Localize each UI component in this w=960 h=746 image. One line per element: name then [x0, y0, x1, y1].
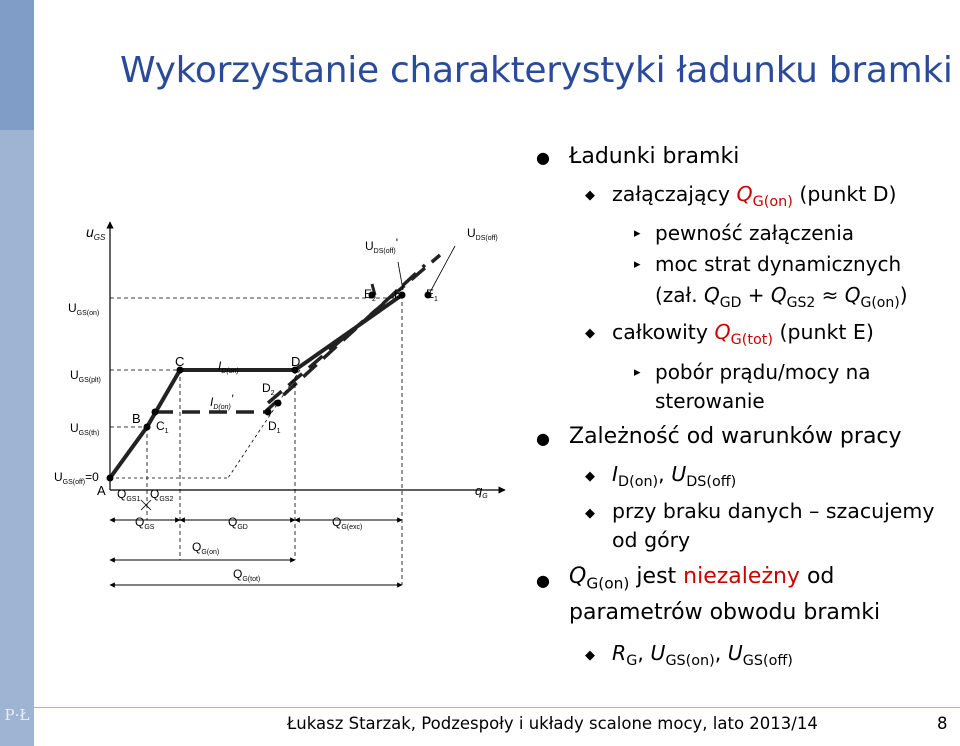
label-A: A: [97, 483, 106, 498]
point-A: [107, 475, 114, 482]
bullet-power-draw-1: pobór prądu/mocy na: [655, 360, 871, 384]
label-ugsoff: $U_{GS(off)}=0$: [54, 470, 99, 486]
label-qgs1: $Q_{GS1}$: [117, 487, 141, 503]
label-ugsth: $U_{GS(th)}$: [70, 421, 100, 437]
label-qgtot: $Q_{G(tot)}$: [233, 567, 261, 583]
label-D: D: [291, 354, 301, 369]
label-udsoff: $U_{DS(off)}$: [467, 226, 498, 242]
dashed-curve-2: [268, 255, 440, 403]
label-qgd: $Q_{GD}$: [228, 515, 248, 531]
bullet-conditions: Zależność od warunków pracy: [569, 424, 902, 449]
uds-pointer-2: [398, 262, 403, 290]
bullet-dynamic-losses: moc strat dynamicznych: [655, 252, 902, 276]
diamond-bullet-icon: ◆: [585, 648, 595, 663]
label-E1: $E_1$: [426, 287, 438, 303]
point-B: [144, 424, 151, 431]
university-logo: P·Ł: [4, 706, 30, 724]
triangle-bullet-icon: ▸: [634, 257, 641, 272]
sidebar-top-block: [0, 0, 34, 130]
bullet-gate-charges: Ładunki bramki: [569, 144, 740, 169]
bullet-idon-udsoff: $I_{D(on)}$, $U_{DS(off)}$: [612, 462, 737, 491]
point-D1: [265, 409, 272, 416]
label-idon-prime: $I_{D(on)}'$: [210, 392, 234, 411]
bullet-assumption: (zał. $Q_{GD} + Q_{GS2} \approx Q_{G(on)}$): [655, 283, 908, 311]
bullet-qgon: załączający $Q_{G(on)}$ (punkt D): [612, 182, 897, 211]
point-C1: [152, 409, 159, 416]
bullet-qgtot: całkowity $Q_{G(tot)}$ (punkt E): [612, 320, 874, 349]
label-ugsplt: $U_{GS(plt)}$: [70, 368, 101, 384]
bullet-qgon-independent: $Q_{G(on)}$ jest niezależny od: [569, 564, 835, 593]
point-D2: [275, 400, 282, 407]
slide-title: Wykorzystanie charakterystyki ładunku bramki: [120, 50, 953, 91]
triangle-bullet-icon: ▸: [634, 226, 641, 241]
y-axis-label: $u_{GS}$: [86, 224, 106, 242]
bullet-dot-icon: ●: [536, 429, 550, 448]
label-D1: $D_1$: [268, 419, 281, 435]
label-qgexc: $Q_{G(exc)}$: [332, 515, 363, 531]
label-qgon: $Q_{G(on)}$: [192, 540, 220, 556]
label-B: B: [132, 411, 141, 426]
main-curve: [110, 295, 402, 478]
label-udsoff-prime: $U_{DS(off)}'$: [365, 236, 399, 255]
bullet-rg-ugs: $R_G$, $U_{GS(on)}$, $U_{GS(off)}$: [612, 641, 793, 670]
left-sidebar-bar: [0, 0, 34, 746]
bullet-dot-icon: ●: [536, 571, 550, 590]
dashed-curve-1: [155, 265, 425, 412]
page-number: 8: [937, 714, 948, 733]
x-axis-label: $q_G$: [475, 483, 488, 500]
label-E: E: [394, 287, 403, 301]
footer-text: Łukasz Starzak, Podzespoły i układy scalone mocy, lato 2013/14: [287, 714, 818, 733]
diamond-bullet-icon: ◆: [585, 188, 595, 203]
diamond-bullet-icon: ◆: [585, 469, 595, 484]
label-idon: $I_{D(on)}$: [218, 359, 239, 375]
gate-charge-diagram: [50, 215, 520, 600]
footer-divider: [34, 707, 960, 708]
diamond-bullet-icon: ◆: [585, 326, 595, 341]
label-qgs: $Q_{GS}$: [135, 515, 155, 531]
bullet-no-data-1: przy braku danych – szacujemy: [612, 499, 935, 523]
label-ugson: $U_{GS(on)}$: [68, 301, 100, 317]
bullet-certainty: pewność załączenia: [655, 221, 855, 245]
bullet-dot-icon: ●: [536, 148, 550, 167]
bullet-no-data-2: od góry: [612, 528, 691, 552]
bullet-gate-circuit-params: parametrów obwodu bramki: [569, 600, 881, 625]
triangle-bullet-icon: ▸: [634, 365, 641, 380]
label-E2: $E_2$: [364, 287, 376, 303]
bullet-power-draw-2: sterowanie: [655, 389, 765, 413]
label-qgs2: $Q_{GS2}$: [150, 487, 174, 503]
diamond-bullet-icon: ◆: [585, 506, 595, 521]
label-C: C: [175, 354, 185, 369]
label-D2: $D_2$: [262, 381, 275, 397]
label-C1: $C_1$: [156, 419, 169, 435]
